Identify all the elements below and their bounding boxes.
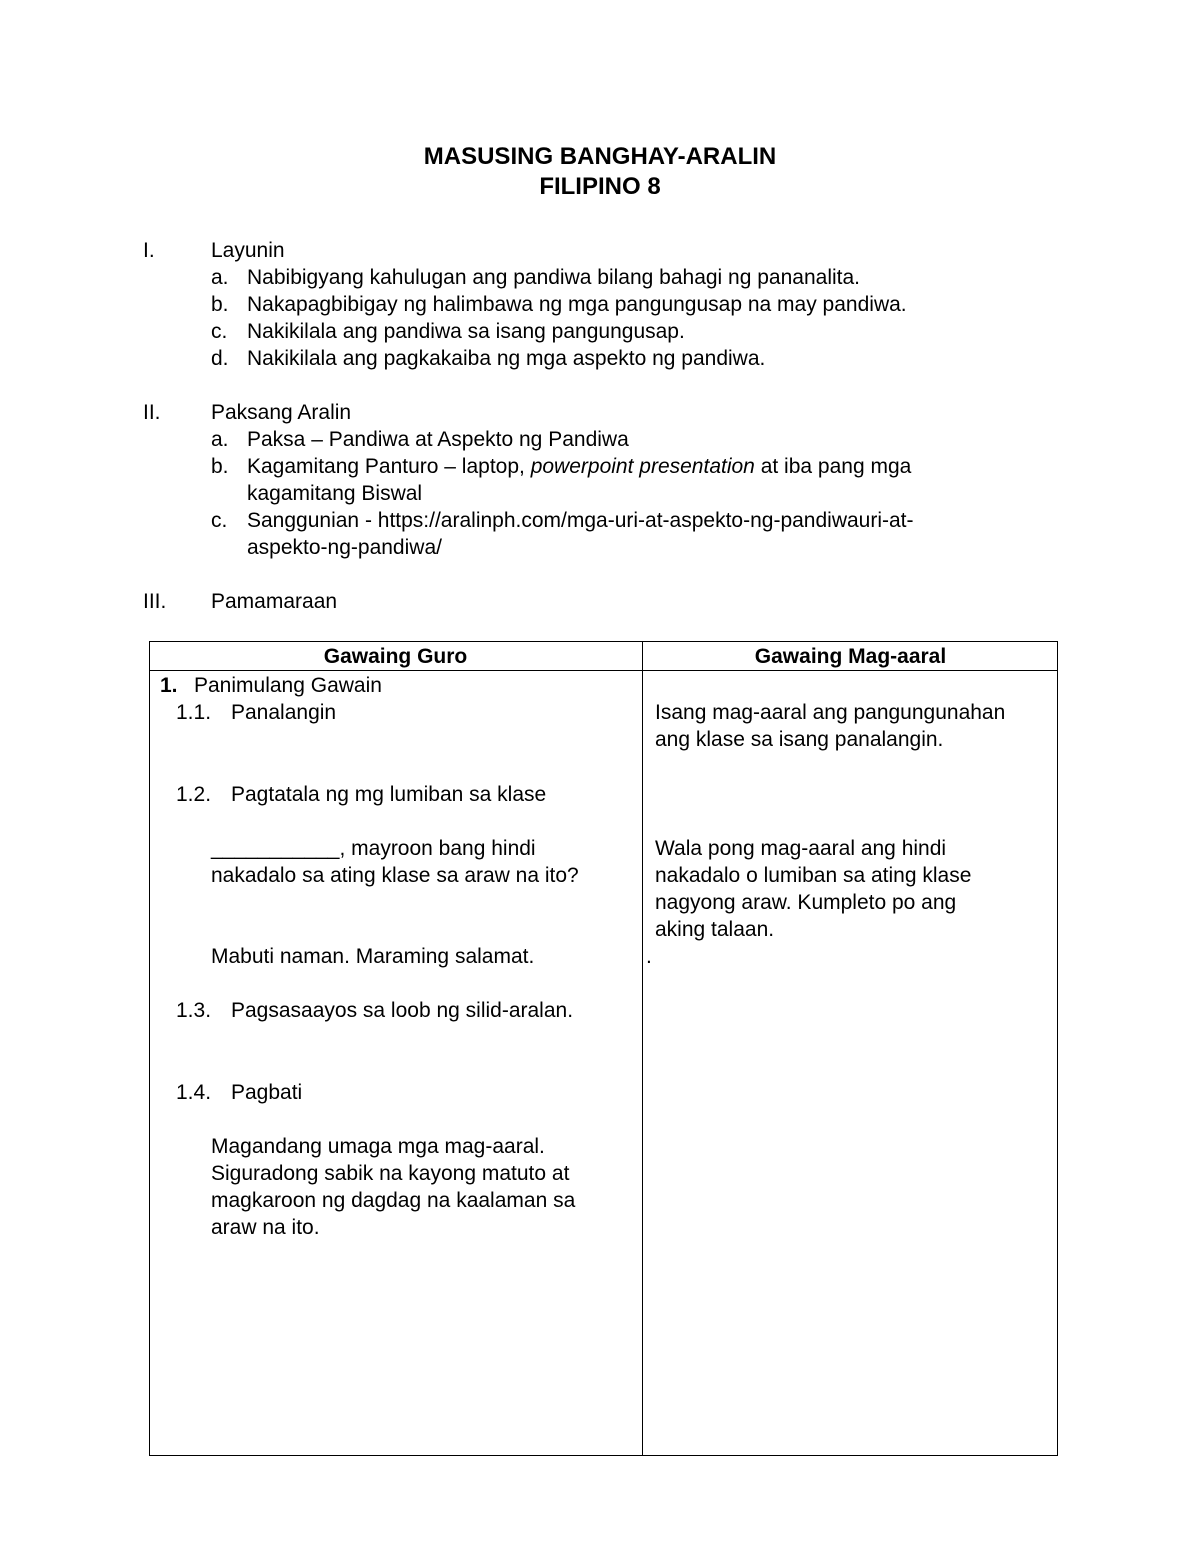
table-column-divider xyxy=(642,641,643,1456)
section-1-item-c-letter: c. xyxy=(211,320,228,343)
table-header-divider xyxy=(149,670,1058,671)
section-2-item-c-letter: c. xyxy=(211,509,228,532)
attendance-question-line2: nakadalo sa ating klase sa araw na ito? xyxy=(211,864,579,887)
step-1-number: 1. xyxy=(160,674,178,697)
step-1-1-number: 1.1. xyxy=(176,701,212,724)
step-1-3-label: Pagsasaayos sa loob ng silid-aralan. xyxy=(231,999,574,1022)
section-2-item-b-text xyxy=(247,453,911,480)
greeting-line2: Siguradong sabik na kayong matuto at xyxy=(211,1162,570,1185)
item-b-text-end: at iba pang mga xyxy=(754,455,912,478)
section-2-item-c-text: Sanggunian - https://aralinph.com/mga-uri-at-aspekto-ng-pandiwauri-at- xyxy=(247,509,914,532)
item-b-text-italic: powerpoint presentation xyxy=(530,455,755,478)
section-1-item-d-letter: d. xyxy=(211,347,229,370)
section-2-heading: Paksang Aralin xyxy=(211,401,352,424)
student-attendance-line4: aking talaan. xyxy=(655,918,775,941)
section-2-item-a-letter: a. xyxy=(211,428,229,451)
greeting-line3: magkaroon ng dagdag na kaalaman sa xyxy=(211,1189,576,1212)
greeting-line1: Magandang umaga mga mag-aaral. xyxy=(211,1135,545,1158)
section-1-item-a-text: Nabibigyang kahulugan ang pandiwa bilang bahagi ng pananalita. xyxy=(247,266,860,289)
section-2-numeral: II. xyxy=(143,401,161,424)
step-1-4-label: Pagbati xyxy=(231,1081,303,1104)
step-1-1-label: Panalangin xyxy=(231,701,337,724)
student-prayer-line1: Isang mag-aaral ang pangungunahan xyxy=(655,701,1006,724)
section-2-item-b-letter: b. xyxy=(211,455,229,478)
item-b-text-start: Kagamitang Panturo – laptop, xyxy=(247,455,531,478)
document-title xyxy=(0,142,1200,202)
attendance-question-line1: ___________, mayroon bang hindi xyxy=(211,837,536,860)
step-1-4-number: 1.4. xyxy=(176,1081,212,1104)
section-1-item-b-letter: b. xyxy=(211,293,229,316)
step-1-3-number: 1.3. xyxy=(176,999,212,1022)
section-1-numeral: I. xyxy=(143,239,155,262)
section-2-item-b-line2: kagamitang Biswal xyxy=(247,482,423,505)
step-1-2-label: Pagtatala ng mg lumiban sa klase xyxy=(231,783,547,806)
greeting-line4: araw na ito. xyxy=(211,1216,320,1239)
section-2-item-a-text: Paksa – Pandiwa at Aspekto ng Pandiwa xyxy=(247,428,629,451)
section-3-heading: Pamamaraan xyxy=(211,590,338,613)
section-1-item-d-text: Nakikilala ang pagkakaiba ng mga aspekto ng pandiwa. xyxy=(247,347,766,370)
section-2-item-c-line2: aspekto-ng-pandiwa/ xyxy=(247,536,442,559)
subtitle-line: FILIPINO 8 xyxy=(539,173,661,200)
student-attendance-period: . xyxy=(646,945,652,968)
section-1-item-c-text: Nakikilala ang pandiwa sa isang pangungusap. xyxy=(247,320,685,343)
procedure-table xyxy=(149,641,1058,1456)
section-3-numeral: III. xyxy=(143,590,167,613)
table-header-guro: Gawaing Guro xyxy=(323,645,468,668)
section-1-heading: Layunin xyxy=(211,239,285,262)
student-attendance-line3: nagyong araw. Kumpleto po ang xyxy=(655,891,957,914)
table-header-magaaral: Gawaing Mag-aaral xyxy=(754,645,947,668)
section-1-item-b-text: Nakapagbibigay ng halimbawa ng mga pangungusap na may pandiwa. xyxy=(247,293,907,316)
step-1-label: Panimulang Gawain xyxy=(194,674,382,697)
step-1-2-number: 1.2. xyxy=(176,783,212,806)
student-prayer-line2: ang klase sa isang panalangin. xyxy=(655,728,944,751)
teacher-reply: Mabuti naman. Maraming salamat. xyxy=(211,945,535,968)
title-line: MASUSING BANGHAY-ARALIN xyxy=(423,143,777,170)
student-attendance-line1: Wala pong mag-aaral ang hindi xyxy=(655,837,947,860)
section-1-item-a-letter: a. xyxy=(211,266,229,289)
student-attendance-line2: nakadalo o lumiban sa ating klase xyxy=(655,864,972,887)
